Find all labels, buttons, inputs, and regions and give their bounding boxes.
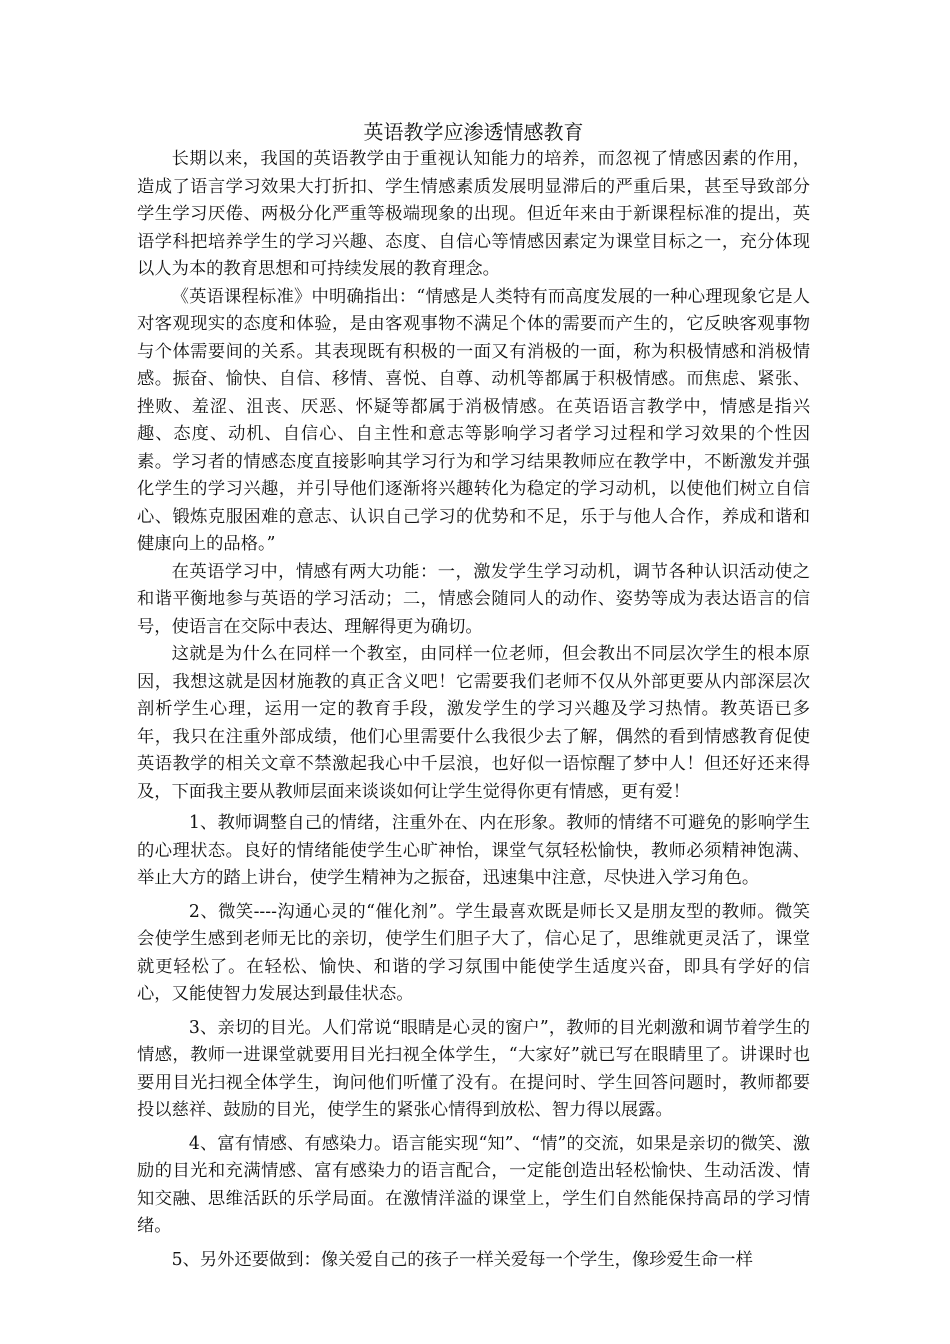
document-title: 英语教学应渗透情感教育 bbox=[363, 120, 584, 144]
list-item-emotion-control: 1、教师调整自己的情绪，注重外在、内在形象。教师的情绪不可避免的影响学生的心理状态。良好的情绪能使学生心旷神怡，课堂气氛轻松愉快，教师必须精神饱满、举止大方的踏上讲台，使学生精神为之振奋，迅速集中注意，尽快进入学习角色。 bbox=[137, 813, 810, 888]
paragraph-curriculum-standard: 《英语课程标准》中明确指出：“情感是人类特有而高度发展的一种心理现象它是人对客观现实的态度和体验，是由客观事物不满足个体的需要而产生的，它反映客观事物与个体需要间的关系。其表现既有积极的一面又有消极的一面，称为积极情感和消极情感。振奋、愉快、自信、移情、喜悦、自尊、动机等都属于积极情感。而焦虑、紧张、挫败、羞涩、沮丧、厌恶、怀疑等都属于消极情感。在英语语言教学中，情感是指兴趣、态度、动机、自信心、自主性和意志等影响学习者学习过程和学习效果的个性因素。学习者的情感态度直接影响其学习行为和学习结果教师应在教学中，不断激发并强化学生的学习兴趣，并引导他们逐渐将兴趣转化为稳定的学习动机，以使他们树立自信心、锻炼克服困难的意志、认识自己学习的优势和不足，乐于与他人合作，养成和谐和健康向上的品格。” bbox=[137, 286, 810, 554]
list-item-kind-gaze: 3、亲切的目光。人们常说“眼睛是心灵的窗户”，教师的目光刺激和调节着学生的情感，教师一进课堂就要用目光扫视全体学生，“大家好”就已写在眼睛里了。讲课时也要用目光扫视全体学生，询问他们听懂了没有。在提问时、学生回答问题时，教师都要投以慈祥、鼓励的目光，使学生的紧张心情得到放松、智力得以展露。 bbox=[137, 1017, 810, 1120]
paragraph-reflection: 这就是为什么在同样一个教室，由同样一位老师，但会教出不同层次学生的根本原因，我想这就是因材施教的真正含义吧！它需要我们老师不仅从外部更要从内部深层次剖析学生心理，运用一定的教育手段，激发学生的学习兴趣及学习热情。教英语已多年，我只在注重外部成绩，他们心里需要什么我很少去了解，偶然的看到情感教育促使英语教学的相关文章不禁激起我心中千层浪，也好似一语惊醒了梦中人！但还好还来得及，下面我主要从教师层面来谈谈如何让学生觉得你更有情感，更有爱！ bbox=[137, 644, 810, 802]
document-page bbox=[137, 118, 810, 1274]
paragraph-intro: 长期以来，我国的英语教学由于重视认知能力的培养，而忽视了情感因素的作用，造成了语言学习效果大打折扣、学生情感素质发展明显滞后的严重后果，甚至导致部分学生学习厌倦、两极分化严重等极端现象的出现。但近年来由于新课程标准的提出，英语学科把培养学生的学习兴趣、态度、自信心等情感因素定为课堂目标之一，充分体现以人为本的教育思想和可持续发展的教育理念。 bbox=[137, 149, 810, 279]
list-item-smile: 2、微笑----沟通心灵的“催化剂”。学生最喜欢既是师长又是朋友型的教师。微笑会使学生感到老师无比的亲切，使学生们胆子大了，信心足了，思维就更灵活了，课堂就更轻松了。在轻松、愉快、和谐的学习氛围中能使学生适度兴奋，即具有学好的信心，又能使智力发展达到最佳状态。 bbox=[137, 901, 810, 1004]
list-item-expressive-language: 4、富有情感、有感染力。语言能实现“知”、“情”的交流，如果是亲切的微笑、激励的目光和充满情感、富有感染力的语言配合，一定能创造出轻松愉快、生动活泼、情知交融、思维活跃的乐学局面。在激情洋溢的课堂上，学生们自然能保持高昂的学习情绪。 bbox=[137, 1133, 810, 1236]
list-item-care-students: 5、另外还要做到：像关爱自己的孩子一样关爱每一个学生，像珍爱生命一样 bbox=[171, 1249, 753, 1270]
paragraph-two-functions: 在英语学习中，情感有两大功能：一，激发学生学习动机，调节各种认识活动使之和谐平衡地参与英语的学习活动；二，情感会随同人的动作、姿势等成为表达语言的信号，使语言在交际中表达、理解得更为确切。 bbox=[137, 561, 810, 637]
